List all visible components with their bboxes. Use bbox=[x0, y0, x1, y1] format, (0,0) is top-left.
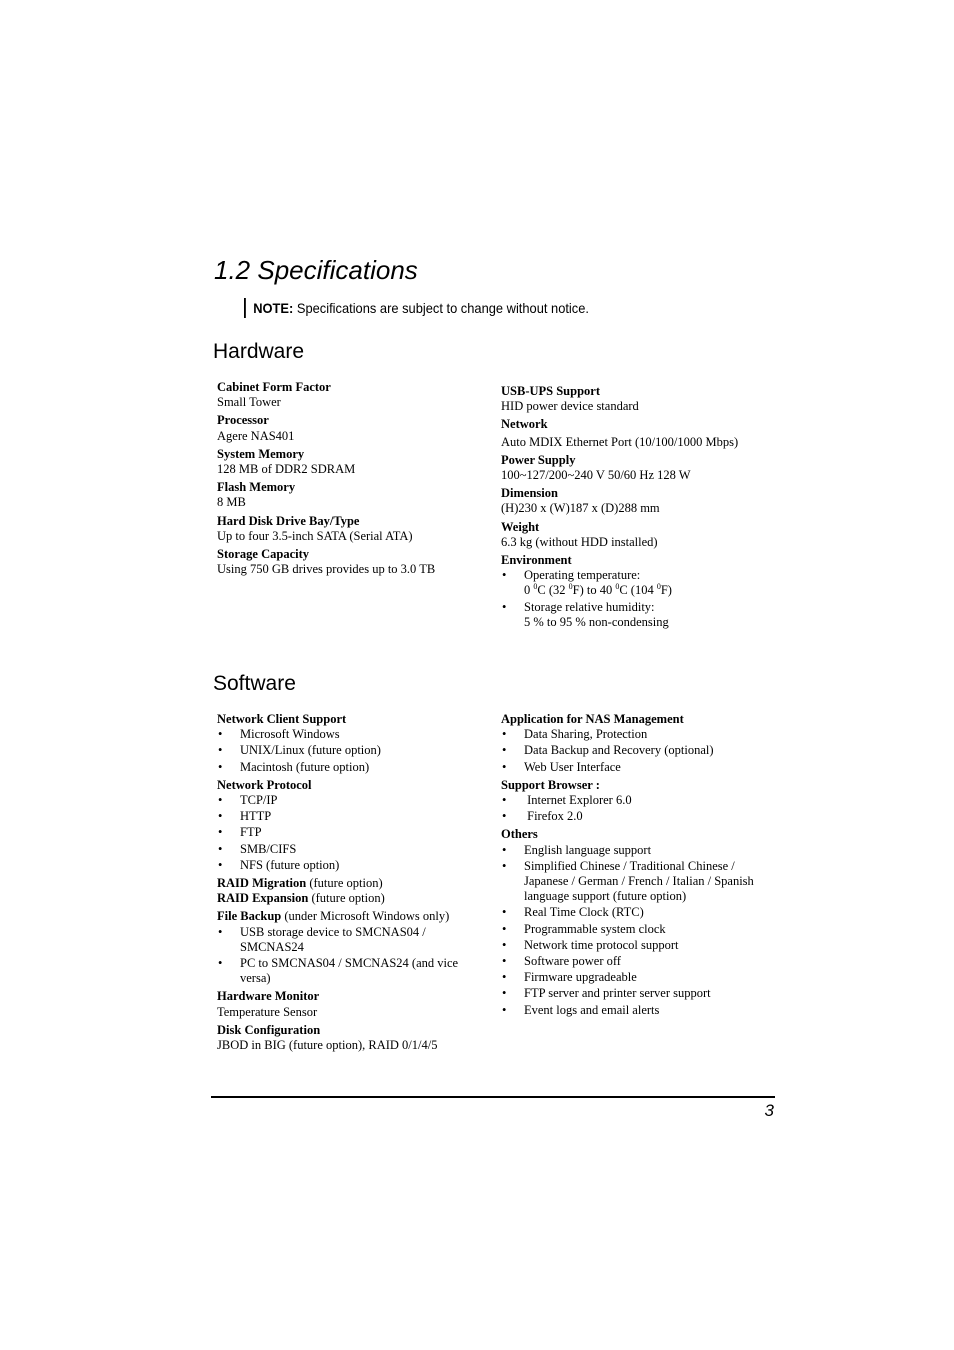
software-left-column bbox=[217, 712, 472, 1056]
spec-label: Dimension bbox=[501, 486, 558, 501]
spec-hw-monitor bbox=[217, 989, 472, 1019]
section-title: 1.2 Specifications bbox=[214, 255, 418, 285]
browser-list bbox=[501, 793, 766, 824]
spec-ups bbox=[501, 384, 771, 414]
list-item: • English language support bbox=[501, 843, 766, 858]
humidity-label: • Storage relative humidity: bbox=[524, 599, 655, 614]
degree-sup: 0 bbox=[533, 582, 538, 592]
spec-network bbox=[501, 417, 771, 449]
operating-temp-label: • Operating temperature: bbox=[524, 568, 641, 583]
spec-label: Disk Configuration bbox=[217, 1022, 321, 1037]
spec-label: Network Protocol bbox=[217, 777, 312, 792]
spec-label: Cabinet Form Factor bbox=[217, 380, 331, 394]
list-item bbox=[501, 568, 771, 598]
list-item: • SMB/CIFS bbox=[217, 842, 472, 857]
humidity-value: 5 % to 95 % non-condensing bbox=[524, 614, 669, 629]
spec-value: 128 MB of DDR2 SDRAM bbox=[217, 462, 356, 477]
list-item: • FTP bbox=[217, 825, 472, 840]
list-item: • FTP server and printer server support bbox=[501, 986, 766, 1001]
spec-value: Temperature Sensor bbox=[217, 1004, 318, 1019]
note-text: Specifications are subject to change without notice. bbox=[296, 300, 589, 316]
spec-label: Application for NAS Management bbox=[501, 712, 684, 726]
list-item: • Programmable system clock bbox=[501, 922, 766, 937]
hardware-right-column bbox=[501, 384, 771, 633]
spec-label: Flash Memory bbox=[217, 480, 296, 495]
spec-disk bbox=[217, 1023, 472, 1053]
spec-label: USB-UPS Support bbox=[501, 384, 600, 398]
list-item: • Data Sharing, Protection bbox=[501, 727, 766, 742]
backup-list bbox=[217, 925, 472, 987]
environment-list bbox=[501, 568, 771, 630]
spec-label: Support Browser : bbox=[501, 777, 600, 792]
spec-value: Up to four 3.5-inch SATA (Serial ATA) bbox=[217, 528, 413, 543]
list-item: • Data Backup and Recovery (optional) bbox=[501, 743, 766, 758]
note-label: NOTE: bbox=[253, 300, 294, 316]
spec-hdd bbox=[217, 514, 487, 544]
software-right-column bbox=[501, 712, 766, 1021]
spec-label: Weight bbox=[501, 519, 540, 534]
spec-flash bbox=[217, 480, 487, 510]
protocol-list bbox=[217, 793, 472, 873]
temp-part: 0 bbox=[524, 583, 534, 598]
client-list bbox=[217, 727, 472, 775]
spec-power bbox=[501, 453, 771, 483]
spec-value: 100~127/200~240 V 50/60 Hz 128 W bbox=[501, 468, 691, 483]
list-item: • Firefox 2.0 bbox=[501, 809, 766, 824]
spec-cabinet bbox=[217, 380, 487, 410]
degree-sup: 0 bbox=[568, 582, 573, 592]
spec-label: Power Supply bbox=[501, 452, 576, 467]
hardware-left-column bbox=[217, 380, 487, 580]
spec-value: 6.3 kg (without HDD installed) bbox=[501, 534, 658, 549]
others-list bbox=[501, 843, 766, 1018]
degree-sup: 0 bbox=[656, 582, 661, 592]
spec-environment bbox=[501, 553, 771, 630]
list-item: • HTTP bbox=[217, 809, 472, 824]
temp-part: F) to 40 bbox=[572, 583, 616, 598]
list-item: • Network time protocol support bbox=[501, 938, 766, 953]
list-item: • Firmware upgradeable bbox=[501, 970, 766, 985]
file-backup bbox=[217, 909, 472, 924]
spec-value: HID power device standard bbox=[501, 399, 639, 414]
list-item: • Internet Explorer 6.0 bbox=[501, 793, 766, 808]
spec-value: 8 MB bbox=[217, 495, 246, 510]
spec-label: Others bbox=[501, 827, 538, 842]
spec-value: Using 750 GB drives provides up to 3.0 TB bbox=[217, 562, 436, 577]
hardware-heading: Hardware bbox=[213, 340, 305, 363]
spec-weight bbox=[501, 520, 771, 550]
spec-memory bbox=[217, 447, 487, 477]
spec-label: Storage Capacity bbox=[217, 547, 309, 562]
list-item: • UNIX/Linux (future option) bbox=[217, 743, 472, 758]
raid-migration bbox=[217, 876, 472, 891]
footer-rule bbox=[211, 1096, 775, 1098]
spec-value: Auto MDIX Ethernet Port (10/100/1000 Mbps) bbox=[501, 434, 739, 449]
degree-sup: 0 bbox=[615, 582, 620, 592]
spec-value: Small Tower bbox=[217, 395, 281, 410]
spec-label: Hardware Monitor bbox=[217, 989, 320, 1004]
temp-part: C (104 bbox=[619, 583, 657, 598]
spec-storage bbox=[217, 547, 487, 577]
spec-value: JBOD in BIG (future option), RAID 0/1/4/5 bbox=[217, 1038, 438, 1053]
list-item: • TCP/IP bbox=[217, 793, 472, 808]
operating-temp-value bbox=[524, 583, 771, 598]
list-item: • Microsoft Windows bbox=[217, 727, 472, 742]
note bbox=[244, 298, 589, 318]
spec-label: Hard Disk Drive Bay/Type bbox=[217, 513, 360, 528]
spec-value: Agere NAS401 bbox=[217, 428, 295, 443]
software-heading: Software bbox=[213, 672, 296, 695]
list-item: • NFS (future option) bbox=[217, 858, 472, 873]
spec-label: Environment bbox=[501, 553, 572, 568]
list-item: • Simplified Chinese / Traditional Chinese / Japanese / German / French / Italian / Spanish language support (future option) bbox=[501, 859, 766, 905]
spec-label: RAID Migration bbox=[217, 876, 307, 891]
app-list bbox=[501, 727, 766, 775]
list-item: • Software power off bbox=[501, 954, 766, 969]
spec-note: (under Microsoft Windows only) bbox=[281, 909, 450, 924]
list-item: • Web User Interface bbox=[501, 760, 766, 775]
spec-dimension bbox=[501, 486, 771, 516]
list-item: • Macintosh (future option) bbox=[217, 760, 472, 775]
spec-note: (future option) bbox=[308, 891, 385, 906]
spec-label: Network bbox=[501, 417, 548, 432]
spec-label: Network Client Support bbox=[217, 712, 347, 726]
spec-label: RAID Expansion bbox=[217, 891, 309, 906]
temp-part: C (32 bbox=[537, 583, 569, 598]
spec-label: Processor bbox=[217, 413, 269, 428]
temp-part: F) bbox=[660, 583, 672, 598]
raid-expansion bbox=[217, 891, 472, 906]
spec-processor bbox=[217, 413, 487, 443]
page-number: 3 bbox=[764, 1101, 774, 1120]
list-item bbox=[501, 600, 771, 630]
list-item: • PC to SMCNAS04 / SMCNAS24 (and vice versa) bbox=[217, 956, 472, 986]
spec-label: File Backup bbox=[217, 909, 282, 924]
list-item: • USB storage device to SMCNAS04 / SMCNAS24 bbox=[217, 925, 472, 955]
spec-label: System Memory bbox=[217, 446, 305, 461]
spec-note: (future option) bbox=[306, 876, 383, 891]
list-item: • Event logs and email alerts bbox=[501, 1003, 766, 1018]
list-item: • Real Time Clock (RTC) bbox=[501, 905, 766, 920]
spec-value: (H)230 x (W)187 x (D)288 mm bbox=[501, 501, 660, 516]
